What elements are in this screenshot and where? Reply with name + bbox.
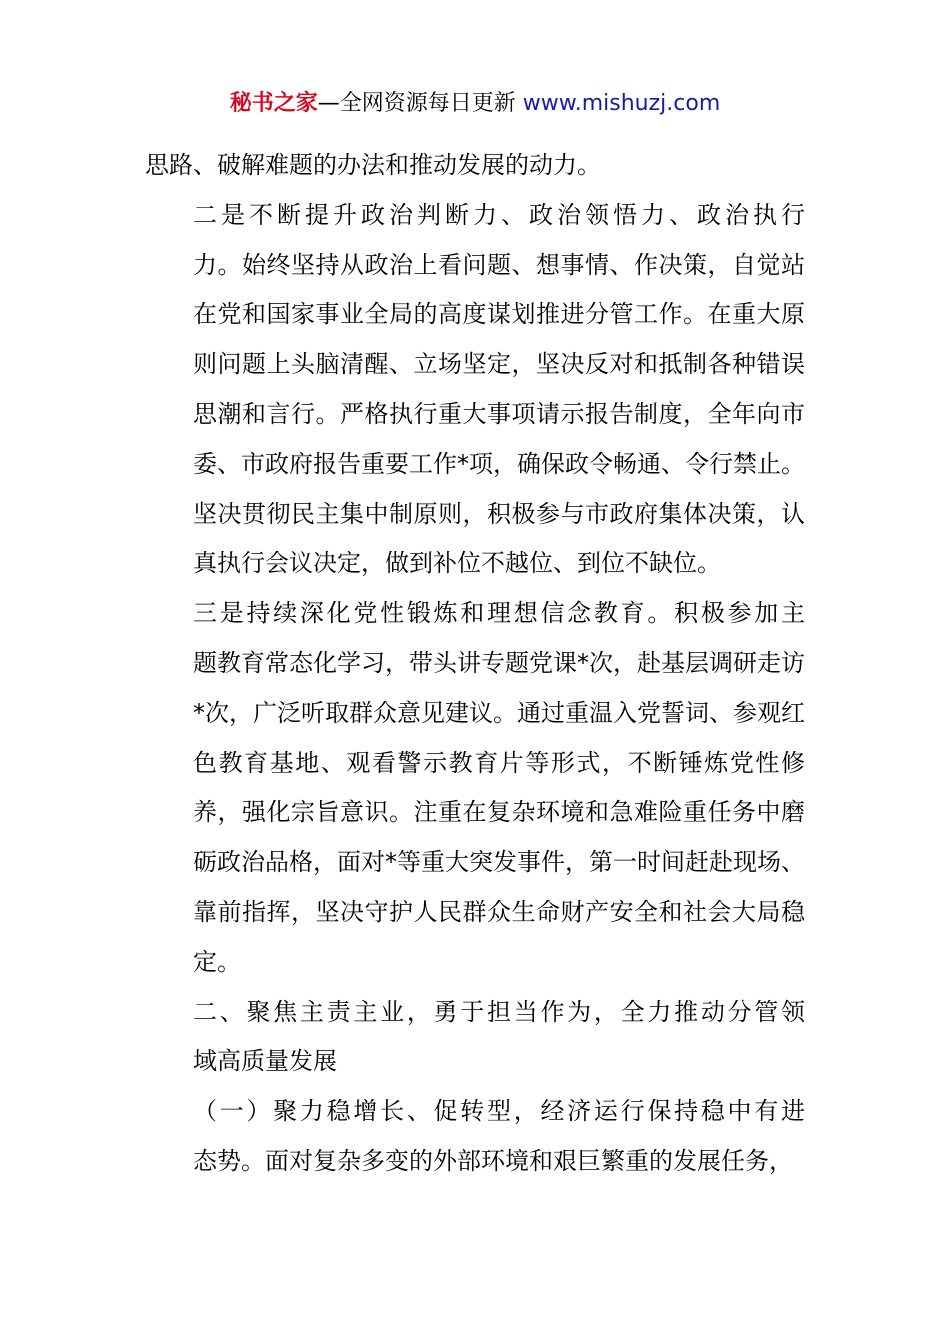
text-line: 域高质量发展 xyxy=(193,1047,337,1076)
paragraph xyxy=(145,589,805,987)
text-line: 定。 xyxy=(193,947,241,976)
text-line: 则问题上头脑清醒、立场坚定，坚决反对和抵制各种错误 xyxy=(193,350,805,379)
text-line: 真执行会议决定，做到补位不越位、到位不缺位。 xyxy=(193,549,721,578)
document-body xyxy=(145,141,805,1187)
text-line: 三是持续深化党性锻炼和理想信念教育。积极参加主 xyxy=(193,599,805,628)
site-header xyxy=(0,88,950,120)
text-line: 力。始终坚持从政治上看问题、想事情、作决策，自觉站 xyxy=(193,250,805,279)
paragraph xyxy=(145,141,805,191)
paragraph xyxy=(145,1087,805,1187)
text-line: 思潮和言行。严格执行重大事项请示报告制度，全年向市 xyxy=(193,399,805,428)
text-line: （一）聚力稳增长、促转型，经济运行保持稳中有进 xyxy=(193,1097,805,1126)
text-line: 砺政治品格，面对*等重大突发事件，第一时间赶赴现场、 xyxy=(193,848,805,877)
text-line: *次，广泛听取群众意见建议。通过重温入党誓词、参观红 xyxy=(193,698,805,727)
text-line: 二是不断提升政治判断力、政治领悟力、政治执行 xyxy=(193,200,805,229)
paragraph xyxy=(145,191,805,589)
text-line: 二、聚焦主责主业，勇于担当作为，全力推动分管领 xyxy=(193,997,805,1026)
text-line: 坚决贯彻民主集中制原则，积极参与市政府集体决策，认 xyxy=(193,499,805,528)
section-heading xyxy=(145,988,805,1088)
text-line: 靠前指挥，坚决守护人民群众生命财产安全和社会大局稳 xyxy=(193,897,805,926)
text-line: 思路、破解难题的办法和推动发展的动力。 xyxy=(145,151,601,179)
text-line: 题教育常态化学习，带头讲专题党课*次，赴基层调研走访 xyxy=(193,648,805,677)
text-line: 态势。面对复杂多变的外部环境和艰巨繁重的发展任务， xyxy=(193,1146,793,1175)
text-line: 色教育基地、观看警示教育片等形式，不断锤炼党性修 xyxy=(193,748,805,777)
header-slogan: —全网资源每日更新 xyxy=(317,91,523,116)
site-url-link[interactable]: www.mishuzj.com xyxy=(522,91,721,116)
brand-name: 秘书之家 xyxy=(229,91,318,116)
text-line: 在党和国家事业全局的高度谋划推进分管工作。在重大原 xyxy=(193,300,805,329)
text-line: 委、市政府报告重要工作*项，确保政令畅通、令行禁止。 xyxy=(193,449,805,478)
text-line: 养，强化宗旨意识。注重在复杂环境和急难险重任务中磨 xyxy=(193,798,805,827)
